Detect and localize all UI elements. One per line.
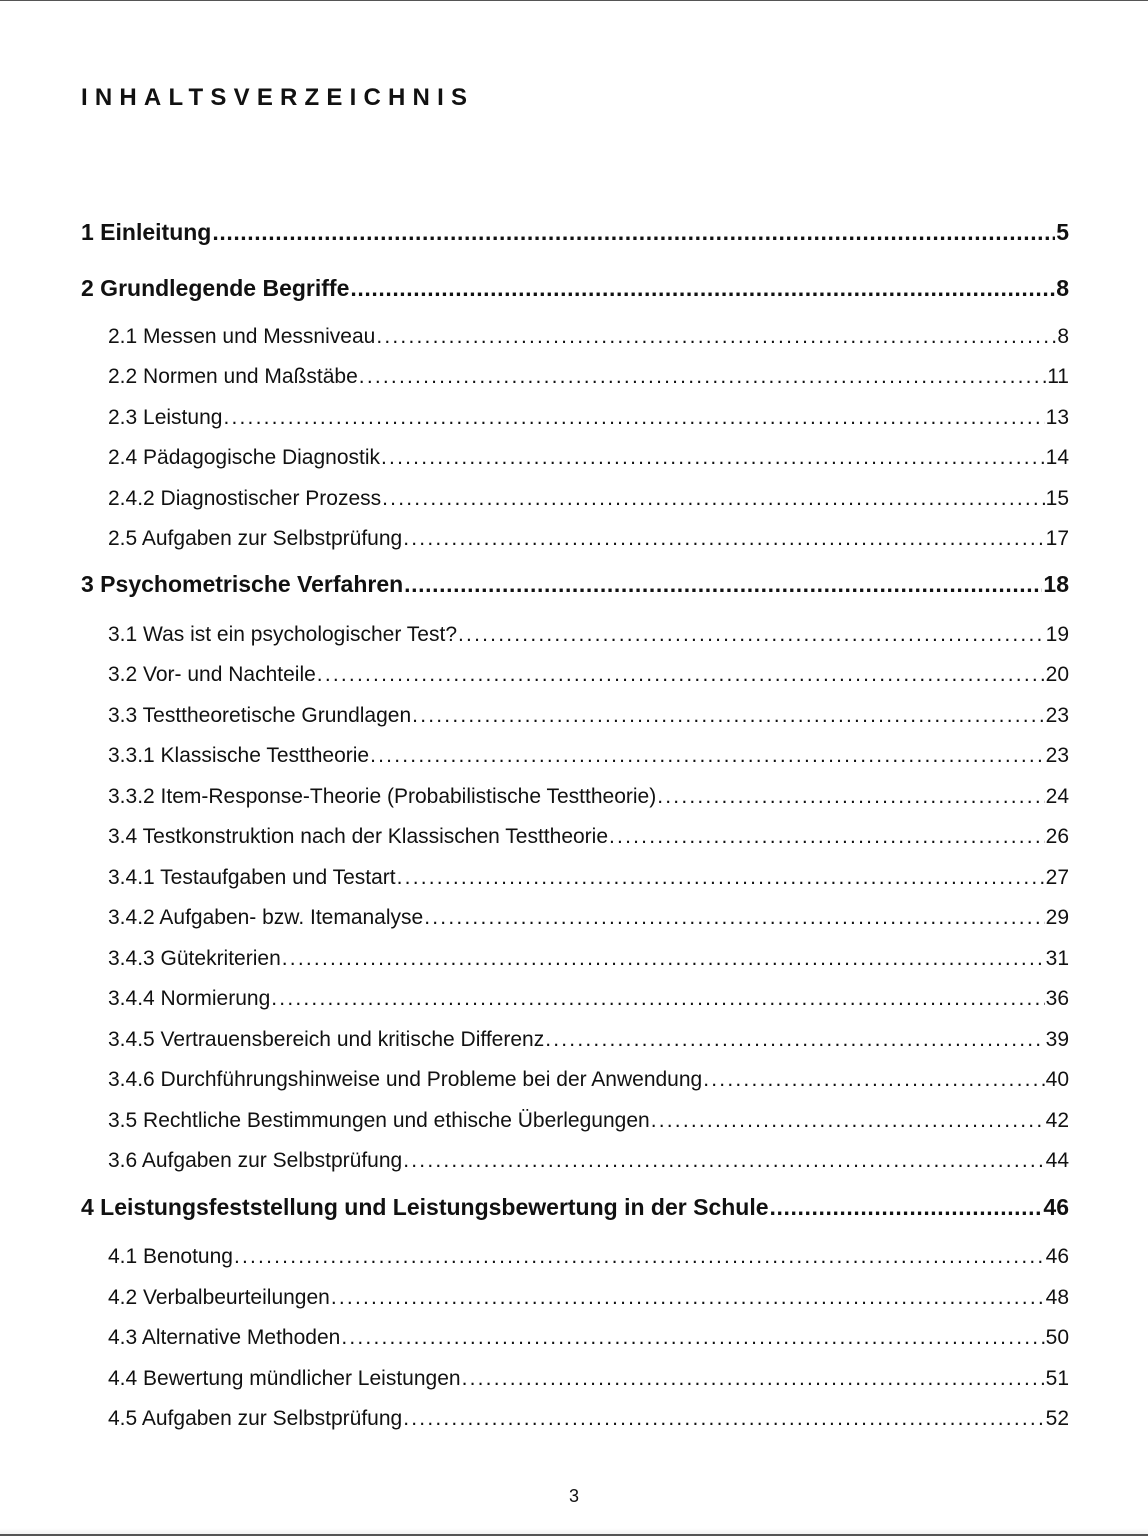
page-number: 3 xyxy=(568,1486,579,1506)
toc-chapter-entry[interactable] xyxy=(81,275,1069,302)
dot-leader xyxy=(770,1194,1043,1221)
dot-leader xyxy=(370,744,1045,768)
dot-leader xyxy=(458,623,1045,647)
toc-entry-page-number: 11 xyxy=(1047,365,1069,388)
toc-entry-page-number: 42 xyxy=(1045,1109,1069,1132)
toc-section-entry[interactable] xyxy=(81,825,1069,849)
toc-entry-page-number: 36 xyxy=(1045,987,1069,1010)
toc-entry-label: 2.4.2 Diagnostischer Prozess xyxy=(108,487,382,510)
toc-entry-label: 3.4.2 Aufgaben- bzw. Itemanalyse xyxy=(108,906,424,929)
toc-section-entry[interactable] xyxy=(81,947,1069,971)
dot-leader xyxy=(703,1068,1044,1092)
toc-section-entry[interactable] xyxy=(81,1245,1069,1269)
toc-entry-page-number: 17 xyxy=(1045,527,1069,550)
toc-section-entry[interactable] xyxy=(81,406,1069,430)
dot-leader xyxy=(651,1109,1045,1133)
toc-entry-label: 3.2 Vor- und Nachteile xyxy=(108,663,316,686)
toc-entry-page-number: 27 xyxy=(1045,866,1069,889)
toc-section-entry[interactable] xyxy=(81,1028,1069,1052)
dot-leader xyxy=(424,906,1044,930)
toc-entry-page-number: 44 xyxy=(1045,1149,1069,1172)
toc-entry-label: 4.4 Bewertung mündlicher Leistungen xyxy=(108,1367,461,1390)
toc-section-entry[interactable] xyxy=(81,1149,1069,1173)
toc-entry-page-number: 40 xyxy=(1045,1068,1069,1091)
toc-section-entry[interactable] xyxy=(81,487,1069,511)
dot-leader xyxy=(331,1286,1045,1310)
toc-section-entry[interactable] xyxy=(81,325,1069,349)
toc-entry-label: 3.1 Was ist ein psychologischer Test? xyxy=(108,623,458,646)
toc-entry-page-number: 52 xyxy=(1045,1407,1069,1430)
dot-leader xyxy=(382,487,1045,511)
dot-leader xyxy=(403,1149,1044,1173)
toc-section-entry[interactable] xyxy=(81,1326,1069,1350)
dot-leader xyxy=(271,987,1044,1011)
dot-leader xyxy=(462,1367,1045,1391)
toc-entry-page-number: 48 xyxy=(1045,1286,1069,1309)
toc-entry-label: 4.3 Alternative Methoden xyxy=(108,1326,341,1349)
toc-entry-label: 3.5 Rechtliche Bestimmungen und ethische Überlegungen xyxy=(108,1109,650,1132)
dot-leader xyxy=(376,325,1056,349)
toc-entry-page-number: 18 xyxy=(1043,571,1069,597)
dot-leader xyxy=(397,866,1045,890)
toc-entry-label: 2.3 Leistung xyxy=(108,406,223,429)
toc-entry-label: 2 Grundlegende Begriffe xyxy=(81,275,350,301)
toc-entry-page-number: 5 xyxy=(1056,219,1069,245)
toc-entry-label: 3.4.1 Testaufgaben und Testart xyxy=(108,866,396,889)
dot-leader xyxy=(412,704,1044,728)
toc-section-entry[interactable] xyxy=(81,527,1069,551)
toc-entry-label: 3.4.6 Durchführungshinweise und Probleme bei der Anwendung xyxy=(108,1068,703,1091)
dot-leader xyxy=(403,527,1044,551)
toc-entry-page-number: 23 xyxy=(1045,744,1069,767)
dot-leader xyxy=(223,406,1044,430)
toc-entry-page-number: 19 xyxy=(1045,623,1069,646)
dot-leader xyxy=(545,1028,1044,1052)
toc-section-entry[interactable] xyxy=(81,1407,1069,1431)
toc-section-entry[interactable] xyxy=(81,866,1069,890)
toc-entry-page-number: 50 xyxy=(1045,1326,1069,1349)
toc-entry-label: 2.5 Aufgaben zur Selbstprüfung xyxy=(108,527,403,550)
toc-entry-label: 4.1 Benotung xyxy=(108,1245,233,1268)
toc-entry-page-number: 46 xyxy=(1043,1194,1069,1220)
toc-section-entry[interactable] xyxy=(81,663,1069,687)
toc-entry-page-number: 39 xyxy=(1045,1028,1069,1051)
toc-entry-label: 3.3 Testtheoretische Grundlagen xyxy=(108,704,412,727)
dot-leader xyxy=(403,1407,1044,1431)
toc-entry-label: 4.5 Aufgaben zur Selbstprüfung xyxy=(108,1407,403,1430)
toc-chapter-entry[interactable] xyxy=(81,1194,1069,1221)
toc-entry-label: 2.2 Normen und Maßstäbe xyxy=(108,365,358,388)
dot-leader xyxy=(404,571,1042,598)
dot-leader xyxy=(381,446,1045,470)
toc-entry-label: 3.4.3 Gütekriterien xyxy=(108,947,281,970)
toc-entry-label: 3.4 Testkonstruktion nach der Klassischen Testtheorie xyxy=(108,825,609,848)
toc-section-entry[interactable] xyxy=(81,704,1069,728)
toc-entry-page-number: 51 xyxy=(1045,1367,1069,1390)
dot-leader xyxy=(234,1245,1045,1269)
dot-leader xyxy=(212,219,1055,246)
toc-section-entry[interactable] xyxy=(81,446,1069,470)
toc-entry-label: 3.6 Aufgaben zur Selbstprüfung xyxy=(108,1149,403,1172)
dot-leader xyxy=(359,365,1046,389)
toc-section-entry[interactable] xyxy=(81,987,1069,1011)
toc-chapter-entry[interactable] xyxy=(81,219,1069,246)
toc-entry-page-number: 8 xyxy=(1056,275,1069,301)
toc-entry-page-number: 15 xyxy=(1045,487,1069,510)
toc-entry-label: 4.2 Verbalbeurteilungen xyxy=(108,1286,330,1309)
toc-entry-page-number: 29 xyxy=(1045,906,1069,929)
dot-leader xyxy=(317,663,1045,687)
toc-section-entry[interactable] xyxy=(81,1109,1069,1133)
toc-entry-page-number: 26 xyxy=(1045,825,1069,848)
toc-section-entry[interactable] xyxy=(81,785,1069,809)
toc-entry-page-number: 46 xyxy=(1045,1245,1069,1268)
toc-section-entry[interactable] xyxy=(81,365,1069,389)
toc-entry-label: 2.1 Messen und Messniveau xyxy=(108,325,376,348)
toc-entry-page-number: 31 xyxy=(1045,947,1069,970)
toc-section-entry[interactable] xyxy=(81,906,1069,930)
toc-entry-label: 2.4 Pädagogische Diagnostik xyxy=(108,446,381,469)
toc-section-entry[interactable] xyxy=(81,1367,1069,1391)
dot-leader xyxy=(657,785,1044,809)
dot-leader xyxy=(609,825,1045,849)
toc-entry-page-number: 14 xyxy=(1045,446,1069,469)
dot-leader xyxy=(282,947,1045,971)
toc-entry-page-number: 13 xyxy=(1045,406,1069,429)
toc-entry-label: 3 Psychometrische Verfahren xyxy=(81,571,404,597)
toc-entry-label: 3.3.1 Klassische Testtheorie xyxy=(108,744,370,767)
dot-leader xyxy=(350,275,1055,302)
toc-entry-page-number: 8 xyxy=(1057,325,1069,348)
toc-heading: INHALTSVERZEICHNIS xyxy=(81,84,475,111)
toc-entry-label: 1 Einleitung xyxy=(81,219,212,245)
toc-entry-page-number: 23 xyxy=(1045,704,1069,727)
toc-chapter-entry[interactable] xyxy=(81,571,1069,598)
toc-entry-label: 3.4.4 Normierung xyxy=(108,987,271,1010)
toc-entry-page-number: 20 xyxy=(1045,663,1069,686)
dot-leader xyxy=(341,1326,1044,1350)
toc-section-entry[interactable] xyxy=(81,744,1069,768)
toc-entry-page-number: 24 xyxy=(1045,785,1069,808)
toc-section-entry[interactable] xyxy=(81,1286,1069,1310)
toc-section-entry[interactable] xyxy=(81,1068,1069,1092)
toc-entry-label: 3.4.5 Vertrauensbereich und kritische Differenz xyxy=(108,1028,545,1051)
toc-entry-label: 3.3.2 Item-Response-Theorie (Probabilistische Testtheorie) xyxy=(108,785,657,808)
page-top-border xyxy=(0,0,1148,1)
toc-entry-label: 4 Leistungsfeststellung und Leistungsbewertung in der Schule xyxy=(81,1194,769,1220)
toc-section-entry[interactable] xyxy=(81,623,1069,647)
